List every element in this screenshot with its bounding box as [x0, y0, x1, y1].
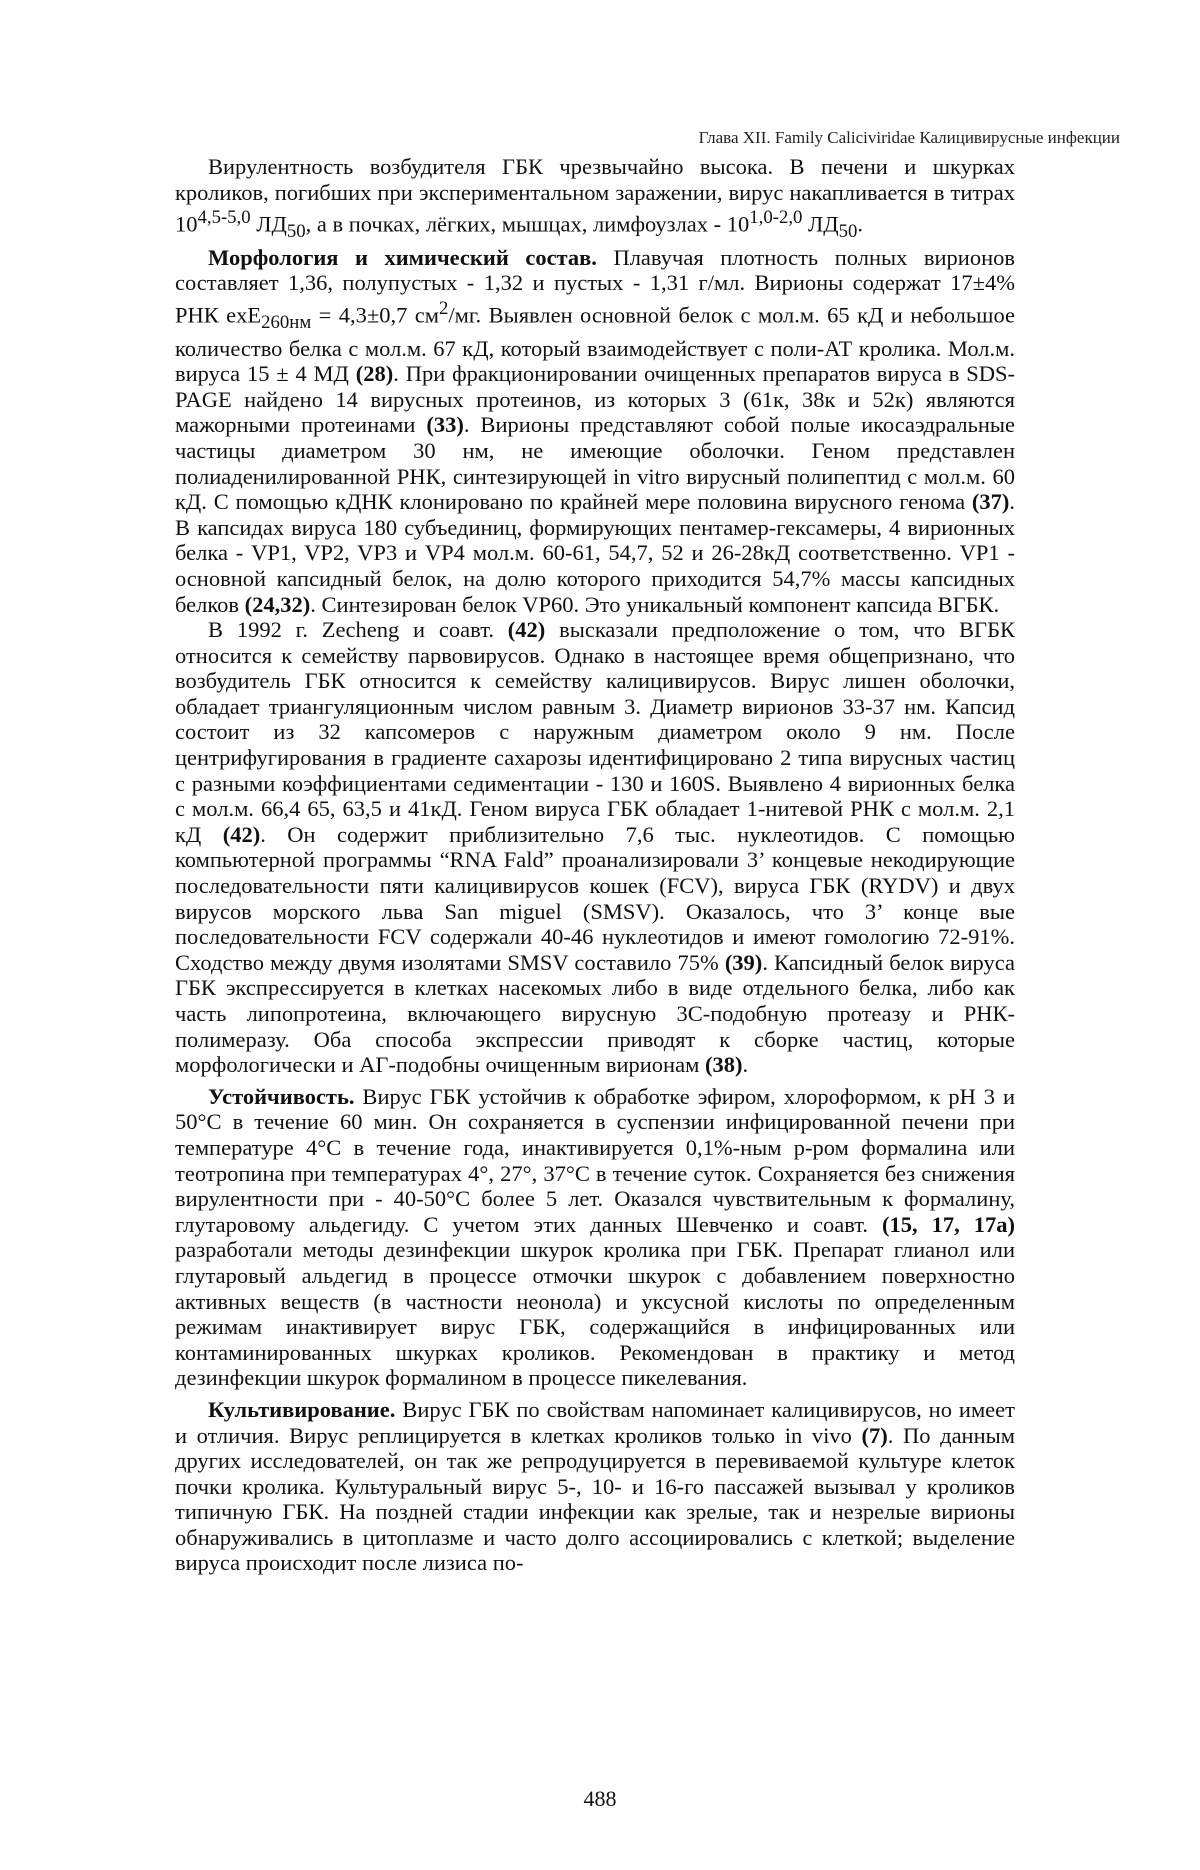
superscript: 4,5-5,0: [197, 207, 251, 229]
reference: (38): [704, 1052, 743, 1078]
reference: (42): [507, 617, 546, 643]
reference: (39): [724, 949, 763, 975]
superscript: 2: [438, 297, 449, 319]
text-run: . Вирионы представляют собой полые икосаэдральные частицы диаметром 30 нм, не имеющие оболочки. Геном представлен полиаденилированной РНК, синтезирующей in vitro вирусный полипептид с мол.м. 60 кД. С помощью кДНК клонировано по крайней мере половина вирусного генома: [175, 412, 1015, 515]
text-run: .: [857, 211, 864, 237]
reference: (24,32): [244, 591, 311, 617]
paragraph-morphology: [175, 245, 1015, 617]
reference: (42): [222, 821, 261, 847]
text-run: . Он содержит приблизительно 7,6 тыс. нуклеотидов. С помощью компьютерной программы “RNA Fald” проанализировали 3’ концевые некодирующие последовательности пяти калицивирусов кошек (FCV), вируса ГБК (RYDV) и двух вирусов морского льва San miguel (SMSV). Оказалось, что 3’ конце вые последовательности FCV содержали 40-46 нуклеотидов и имеют гомологию 72-91%. Сходство между двумя изолятами SMSV составило 75%: [175, 821, 1015, 975]
subscript: 50: [286, 221, 306, 243]
paragraph-virulence: [175, 154, 1015, 245]
subscript: 50: [838, 221, 858, 243]
text-run: высказали предположение о том, что ВГБК относится к семейству парвовирусов. Однако в настоящее время общепризнано, что возбудитель ГБК относится к семейству калицивирусов. Вирус лишен оболочки, обладает триангуляционным числом равным 3. Диаметр вирионов 33-37 нм. Капсид состоит из 32 капсомеров с наружным диаметром около 9 нм. После центрифугирования в градиенте сахарозы идентифицировано 2 типа вирусных частиц с разными коэффициентами седиментации - 130 и 160S. Выявлено 4 вирионных белка с мол.м. 66,4 65, 63,5 и 41кД. Геном вируса ГБК обладает 1-нитевой РНК с мол.м. 2,1 кД: [175, 617, 1015, 847]
text-run: В 1992 г. Zecheng и соавт.: [208, 617, 508, 643]
text-run: , а в почках, лёгких, мышцах, лимфоузлах - 10: [305, 211, 750, 237]
text-run: /мг. Выявлен основной белок с мол.м. 65 кД и небольшое количество белка с мол.м. 67 кД, который взаимодействует с поли-АТ кролика. Мол.м. вируса 15 ± 4 МД: [175, 302, 1016, 387]
reference: (28): [355, 361, 394, 387]
reference: (33): [426, 412, 464, 438]
paragraph-cultivation: [175, 1397, 1015, 1576]
text-run: Вирус ГБК устойчив к обработке эфиром, хлороформом, к рН 3 и 50°С в течение 60 мин. Он сохраняется в суспензии инфицированной печени при температуре 4°С в течение года, инактивируется 0,1%-ным р-ром формалина или теотропина при температурах 4°, 27°, 37°С в течение суток. Сохраняется без снижения вирулентности при - 40-50°С более 5 лет. Оказался чувствительным к формалину, глутаровому альдегиду. С учетом этих данных Шевченко и соавт.: [175, 1083, 1015, 1237]
paragraph-stability: [175, 1084, 1015, 1391]
text-run: Вирулентность возбудителя ГБК чрезвычайно высока. В печени и шкурках кроликов, погибших при экспериментальном заражении, вирус накапливается в титрах 10: [175, 154, 1015, 237]
subscript: 260нм: [261, 311, 312, 333]
section-heading: Устойчивость.: [208, 1083, 355, 1109]
text-run: . Синтезирован белок VP60. Это уникальный компонент капсида ВГБК.: [310, 591, 1000, 617]
page-number: 488: [583, 1786, 617, 1811]
section-heading: Культивирование.: [208, 1396, 396, 1422]
text-run: разработали методы дезинфекции шкурок кролика при ГБК. Препарат глианол или глутаровый альдегид в процессе отмочки шкурок с добавлением поверхностно активных веществ (в частности неонола) и уксусной кислоты по определенным режимам инактивирует вирус ГБК, содержащийся в инфицированных или контаминированных шкурках кроликов. Рекомендован в практику и метод дезинфекции шкурок формалином в процессе пикелевания.: [175, 1237, 1015, 1391]
text-run: ЛД: [250, 211, 287, 237]
reference: (15, 17, 17а): [882, 1211, 1015, 1237]
text-run: Вирус ГБК по свойствам напоминает калицивирусов, но имеет и отличия. Вирус реплицируется в клетках кроликов только in vivo: [175, 1396, 1015, 1448]
text-run: . По данным других исследователей, он так же репродуцируется в перевиваемой культуре клеток почки кролика. Культуральный вирус 5-, 10- и 16-го пассажей вызывал у кроликов типичную ГБК. На поздней стадии инфекции как зрелые, так и незрелые вирионы обнаруживались в цитоплазме и часто долго ассоциировались с клеткой; выделение вируса происходит после лизиса по-: [175, 1422, 1015, 1576]
text-run: Плавучая плотность полных вирионов составляет 1,36, полупустых - 1,32 и пустых - 1,31 г/мл. Вирионы содержат 17±4% РНК exE: [175, 244, 1015, 328]
paragraph-zecheng: [175, 617, 1015, 1078]
superscript: 1,0-2,0: [749, 207, 803, 229]
body-text: [175, 154, 1015, 1576]
running-header: Глава XII. Family Caliciviridae Калицивирусные инфекции: [698, 128, 1120, 147]
text-run: . При фракционировании очищенных препаратов вируса в SDS-PAGE найдено 14 вирусных протеинов, из которых 3 (61к, 38к и 52к) являются мажорными протеинами: [175, 361, 1015, 438]
text-run: = 4,3±0,7 см: [311, 302, 439, 328]
reference: (7): [861, 1422, 888, 1448]
reference: (37): [971, 489, 1010, 515]
text-run: . Капсидный белок вируса ГБК экспрессируется в клетках насекомых либо в виде отдельного белка, либо как часть липопротеина, включающего вирусную 3С-подобную протеазу и РНК-полимеразу. Оба способа экспрессии приводят к сборке частиц, которые морфологически и АГ-подобны очищенным вирионам: [175, 949, 1016, 1078]
text-run: .: [742, 1052, 749, 1078]
text-run: . В капсидах вируса 180 субъединиц, формирующих пентамер-гексамеры, 4 вирионных белка - VP1, VP2, VP3 и VP4 мол.м. 60-61, 54,7, 52 и 26-28кД соответственно. VP1 - основной капсидный белок, на долю которого приходится 54,7% массы капсидных белков: [175, 489, 1015, 617]
text-run: ЛД: [802, 211, 839, 237]
section-heading: Морфология и химический состав.: [208, 244, 597, 270]
